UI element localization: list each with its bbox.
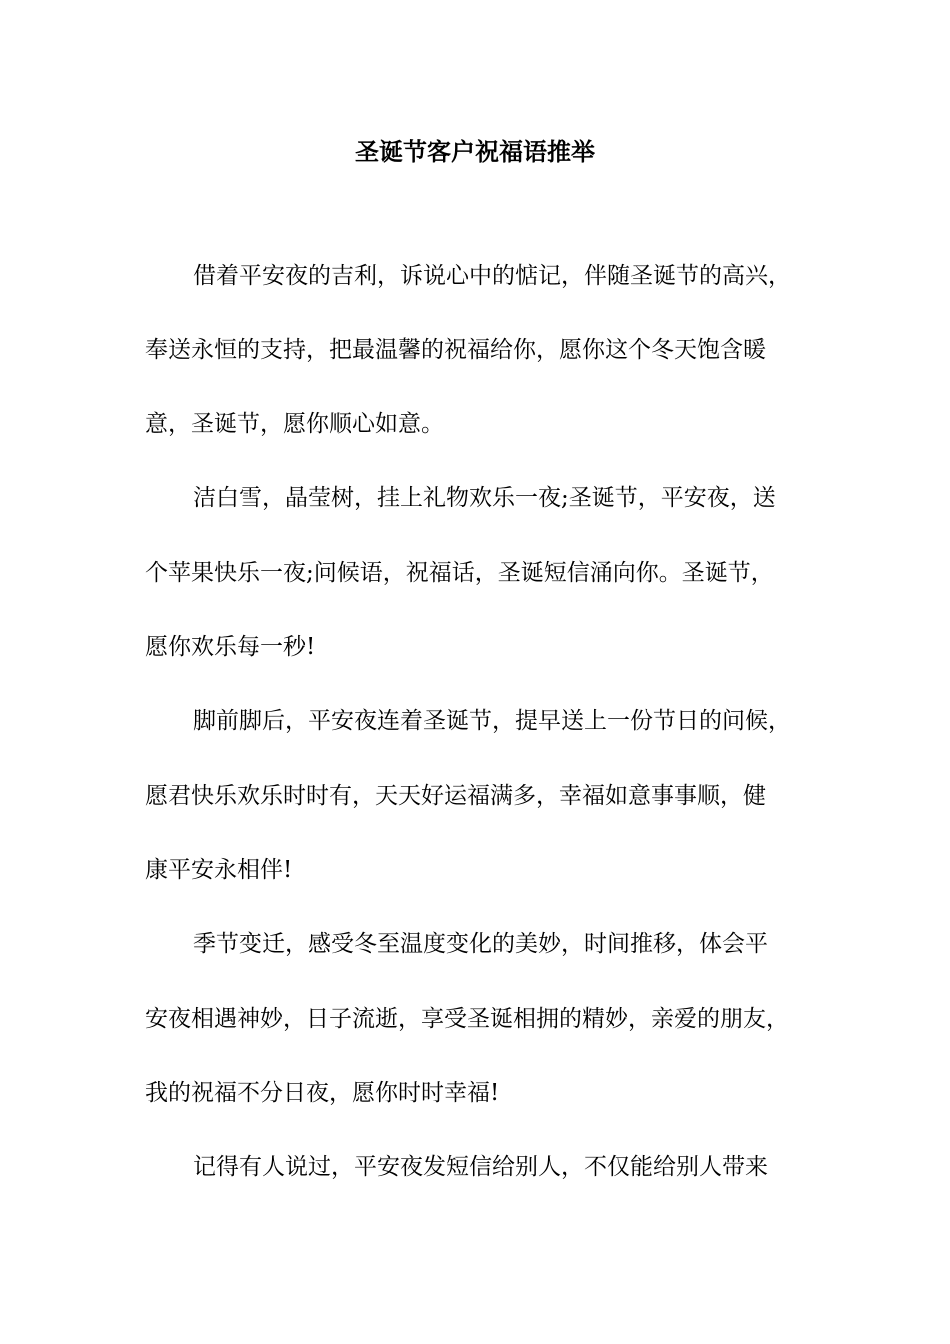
paragraph-2-line-2: 个苹果快乐一夜;问候语，祝福话，圣诞短信涌向你。圣诞节， (145, 560, 774, 586)
paragraph-2-line-3: 愿你欢乐每一秒! (145, 634, 316, 660)
paragraph-4-line-1: 季节变迁，感受冬至温度变化的美妙，时间推移，体会平 (193, 931, 768, 957)
paragraph-4-line-2: 安夜相遇神妙，日子流逝，享受圣诞相拥的精妙，亲爱的朋友， (145, 1006, 789, 1032)
paragraph-3-line-3: 康平安永相伴! (145, 857, 293, 883)
paragraph-3-line-2: 愿君快乐欢乐时时有，天天好运福满多，幸福如意事事顺，健 (145, 783, 766, 809)
paragraph-1-line-2: 奉送永恒的支持，把最温馨的祝福给你，愿你这个冬天饱含暖 (145, 337, 766, 363)
paragraph-1-line-3: 意，圣诞节，愿你顺心如意。 (145, 411, 444, 437)
paragraph-4-line-3: 我的祝福不分日夜，愿你时时幸福! (145, 1080, 500, 1106)
paragraph-1-line-1: 借着平安夜的吉利，诉说心中的惦记，伴随圣诞节的高兴， (193, 263, 791, 289)
document-title: 圣诞节客户祝福语推举 (355, 138, 595, 166)
paragraph-3-line-1: 脚前脚后，平安夜连着圣诞节，提早送上一份节日的问候， (193, 708, 791, 734)
paragraph-2-line-1: 洁白雪，晶莹树，挂上礼物欢乐一夜;圣诞节，平安夜，送 (193, 485, 776, 511)
paragraph-5-line-1: 记得有人说过，平安夜发短信给别人，不仅能给别人带来 (193, 1154, 768, 1180)
